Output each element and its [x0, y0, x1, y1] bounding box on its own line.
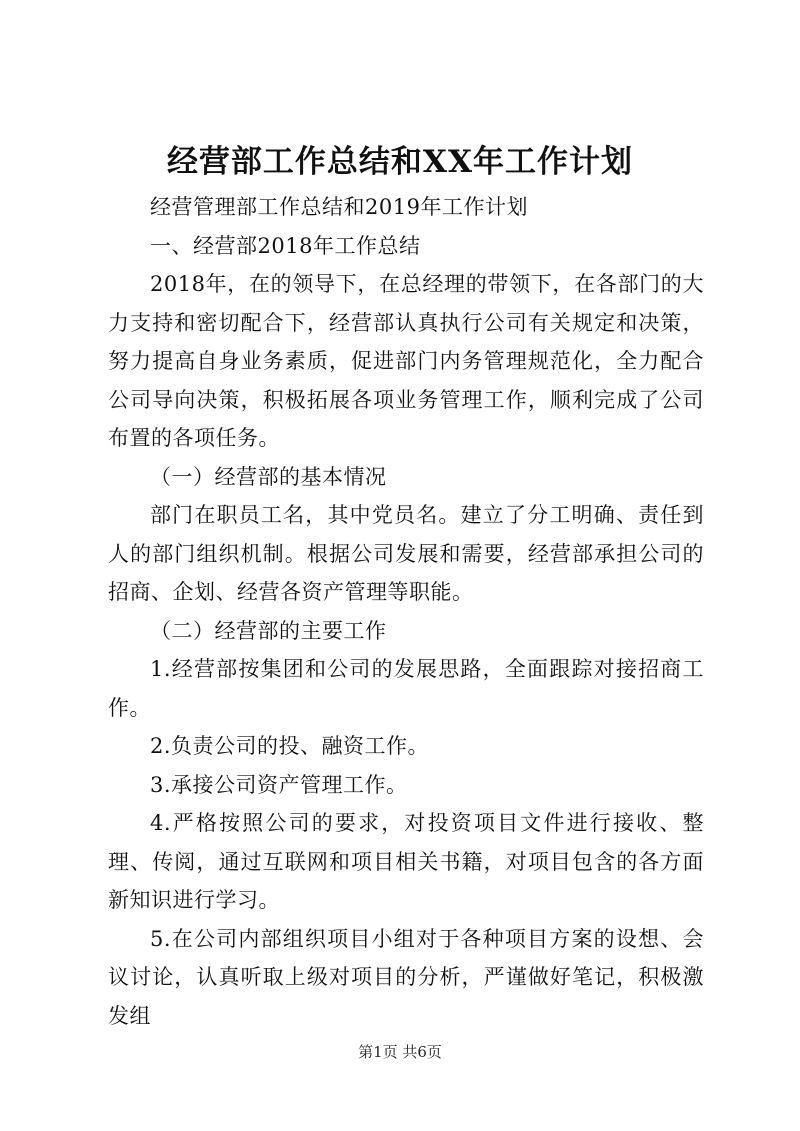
list-item: 3.承接公司资产管理工作。: [150, 772, 408, 797]
list-item: 4.严格按照公司的要求，对投资项目文件进行接收、整理、传阅，通过互联网和项目相关书籍，对项目包含的各方面新知识进行学习。: [108, 811, 704, 912]
list-item: 1.经营部按集团和公司的发展思路，全面跟踪对接招商工作。: [108, 657, 704, 720]
page-number-footer: 第1页 共6页: [358, 1043, 442, 1061]
document-body: [108, 188, 704, 1035]
body-paragraph: 部门在职员工名，其中党员名。建立了分工明确、责任到人的部门组织机制。根据公司发展和需要，经营部承担公司的招商、企划、经营各资产管理等职能。: [108, 503, 704, 604]
list-item: 2.负责公司的投、融资工作。: [150, 734, 430, 758]
list-item: 5.在公司内部组织项目小组对于各种项目方案的设想、会议讨论，认真听取上级对项目的分析，严谨做好笔记，积极激发组: [108, 926, 704, 1028]
subsection-heading: （一）经营部的基本情况: [150, 464, 387, 489]
document-title: 经营部工作总结和XX年工作计划: [166, 144, 634, 180]
subtitle-paragraph: 经营管理部工作总结和2019年工作计划: [150, 195, 528, 219]
subsection-heading: （二）经营部的主要工作: [150, 618, 387, 643]
body-paragraph: 2018年，在的领导下，在总经理的带领下，在各部门的大力支持和密切配合下，经营部认真执行公司有关规定和决策，努力提高自身业务素质，促进部门内务管理规范化，全力配合公司导向决策，积极拓展各项业务管理工作，顺利完成了公司布置的各项任务。: [108, 272, 704, 450]
section-heading: 一、经营部2018年工作总结: [150, 233, 421, 258]
